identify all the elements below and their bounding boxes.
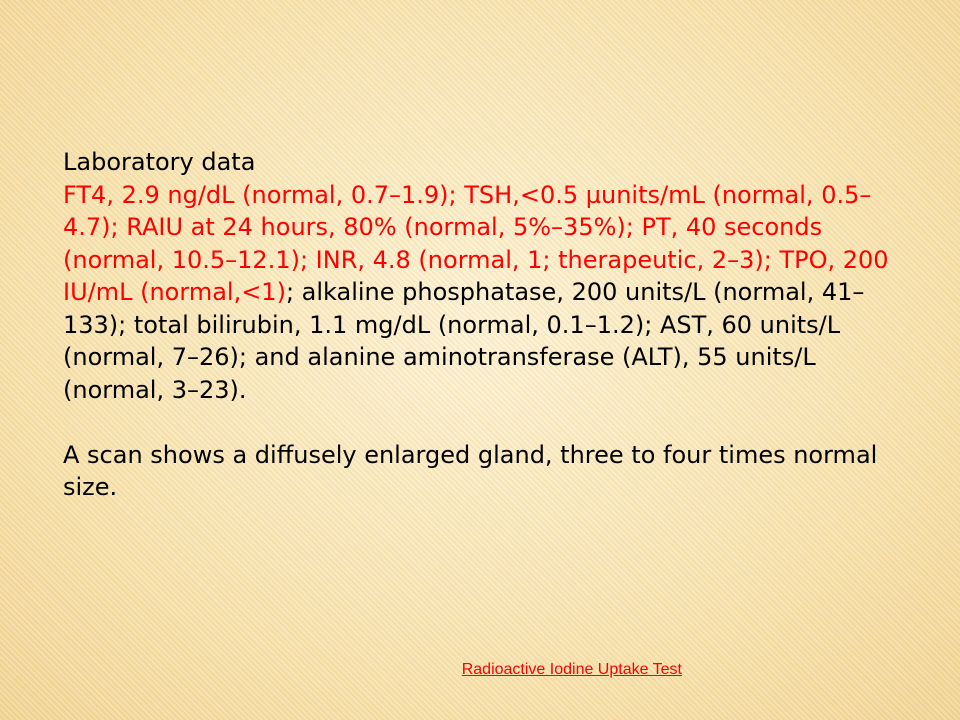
lab-data-paragraph [63,179,903,407]
slide-body [63,146,903,504]
lab-values-plain: ; alkaline phosphatase, 200 units/L (normal, 41–133); total bilirubin, 1.1 mg/dL (normal, 0.1–1.2); AST, 60 units/L (normal, 7–26); and alanine aminotransferase (ALT), 55 units/L (normal, 3–23). [63,278,865,404]
scan-result-text: A scan shows a diffusely enlarged gland, three to four times normal size. [63,440,878,501]
radioactive-iodine-uptake-test-link[interactable]: Radioactive Iodine Uptake Test [461,661,682,678]
lab-values-highlighted: FT4, 2.9 ng/dL (normal, 0.7–1.9); TSH,<0.5 µunits/mL (normal, 0.5–4.7); RAIU at 24 hours, 80% (normal, 5%–35%); PT, 40 seconds (normal, 10.5–12.1); INR, 4.8 (normal, 1; therapeutic, 2–3); TPO, 200 IU/mL (normal,<1) [63,180,889,306]
paragraph-spacer [63,406,903,439]
lab-data-heading: Laboratory data [63,148,256,176]
